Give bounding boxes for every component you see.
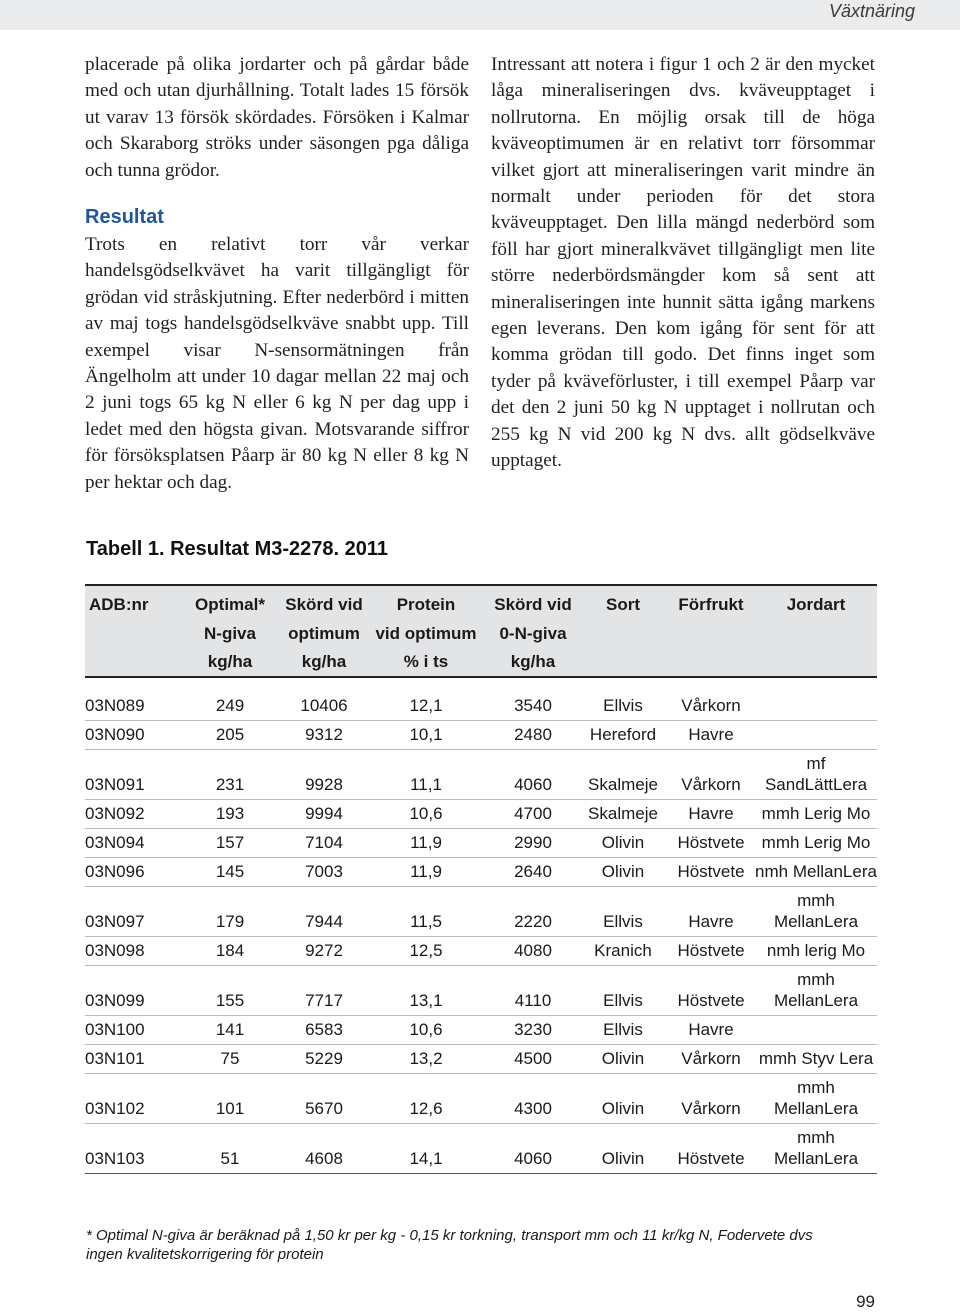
table-spacer bbox=[85, 677, 877, 692]
table-cell: Olivin bbox=[579, 1124, 667, 1174]
table-cell: 9312 bbox=[283, 721, 365, 750]
table-cell bbox=[755, 1016, 877, 1045]
table-cell: 231 bbox=[177, 750, 283, 800]
table-header-cell: kg/ha bbox=[487, 648, 579, 677]
table-row bbox=[85, 800, 877, 829]
table-row bbox=[85, 1016, 877, 1045]
table-cell bbox=[755, 692, 877, 721]
table-cell: 179 bbox=[177, 887, 283, 937]
table-header-cell: ADB:nr bbox=[85, 585, 177, 619]
table-cell: 2640 bbox=[487, 858, 579, 887]
table-cell: 7944 bbox=[283, 887, 365, 937]
table-header-cell: Förfrukt bbox=[667, 585, 755, 619]
table-body bbox=[85, 677, 877, 1174]
table-cell: 7717 bbox=[283, 966, 365, 1016]
table-header-cell bbox=[85, 619, 177, 648]
table-cell: 10,1 bbox=[365, 721, 487, 750]
table-cell: 03N101 bbox=[85, 1045, 177, 1074]
table-cell: 157 bbox=[177, 829, 283, 858]
table-header-cell bbox=[667, 619, 755, 648]
table-cell: 11,9 bbox=[365, 858, 487, 887]
table-cell: 9928 bbox=[283, 750, 365, 800]
table-header-row bbox=[85, 619, 877, 648]
table-cell: 12,6 bbox=[365, 1074, 487, 1124]
table-row bbox=[85, 1074, 877, 1124]
table-cell: 2990 bbox=[487, 829, 579, 858]
table-cell: Havre bbox=[667, 800, 755, 829]
table-cell: Havre bbox=[667, 721, 755, 750]
table-cell: Kranich bbox=[579, 937, 667, 966]
table-header-cell bbox=[579, 619, 667, 648]
table-cell: Skalmeje bbox=[579, 750, 667, 800]
left-column bbox=[85, 52, 469, 496]
table-header-cell bbox=[85, 648, 177, 677]
table-cell: 3540 bbox=[487, 692, 579, 721]
table-header-cell: N-giva bbox=[177, 619, 283, 648]
table-cell: 03N098 bbox=[85, 937, 177, 966]
table-cell: 03N096 bbox=[85, 858, 177, 887]
table-header-cell: % i ts bbox=[365, 648, 487, 677]
table-header-cell: Jordart bbox=[755, 585, 877, 619]
table-cell: 4110 bbox=[487, 966, 579, 1016]
table-cell: 13,2 bbox=[365, 1045, 487, 1074]
table-header-row bbox=[85, 585, 877, 619]
table-cell: 10,6 bbox=[365, 800, 487, 829]
table-cell: 03N099 bbox=[85, 966, 177, 1016]
table-row bbox=[85, 937, 877, 966]
table-cell: 03N100 bbox=[85, 1016, 177, 1045]
table-row bbox=[85, 750, 877, 800]
table-header-cell: Skörd vid bbox=[283, 585, 365, 619]
table-cell: Höstvete bbox=[667, 829, 755, 858]
intro-paragraph: placerade på olika jordarter och på gårdar både med och utan djurhållning. Totalt lades 15 försök ut varav 13 försök skördades. Försöken i Kalmar och Skaraborg ströks under säsongen pga dåliga och tunna grödor. bbox=[85, 54, 469, 181]
table-cell: 5670 bbox=[283, 1074, 365, 1124]
table-cell: Vårkorn bbox=[667, 692, 755, 721]
table-footnote: * Optimal N-giva är beräknad på 1,50 kr per kg - 0,15 kr torkning, transport mm och 11 kr/kg N, Fodervete dvs ingen kvalitetskorrigering för protein bbox=[86, 1227, 813, 1263]
table-cell: 184 bbox=[177, 937, 283, 966]
table-cell: Skalmeje bbox=[579, 800, 667, 829]
table-header-cell: optimum bbox=[283, 619, 365, 648]
table-cell: 03N090 bbox=[85, 721, 177, 750]
table-cell: 51 bbox=[177, 1124, 283, 1174]
table-cell: 12,1 bbox=[365, 692, 487, 721]
table-cell: 03N094 bbox=[85, 829, 177, 858]
table-cell: 03N102 bbox=[85, 1074, 177, 1124]
table-cell: mmh Styv Lera bbox=[755, 1045, 877, 1074]
table-cell: 5229 bbox=[283, 1045, 365, 1074]
table-cell: 141 bbox=[177, 1016, 283, 1045]
table-cell: 249 bbox=[177, 692, 283, 721]
table-cell: Ellvis bbox=[579, 887, 667, 937]
table-cell: Havre bbox=[667, 887, 755, 937]
results-table bbox=[85, 584, 877, 1174]
table-cell: 2480 bbox=[487, 721, 579, 750]
results-table-wrapper bbox=[85, 584, 877, 1174]
table-header-cell bbox=[755, 619, 877, 648]
table-row bbox=[85, 1124, 877, 1174]
table-cell: 12,5 bbox=[365, 937, 487, 966]
table-cell: Höstvete bbox=[667, 966, 755, 1016]
table-cell: Vårkorn bbox=[667, 1045, 755, 1074]
table-cell: mmh MellanLera bbox=[755, 966, 877, 1016]
table-header-cell: kg/ha bbox=[177, 648, 283, 677]
table-cell: 4060 bbox=[487, 750, 579, 800]
table-cell: Olivin bbox=[579, 1045, 667, 1074]
table-cell: 4080 bbox=[487, 937, 579, 966]
table-cell: Höstvete bbox=[667, 858, 755, 887]
table-cell: 4500 bbox=[487, 1045, 579, 1074]
table-cell: 11,9 bbox=[365, 829, 487, 858]
table-header-cell bbox=[579, 648, 667, 677]
table-cell: 10406 bbox=[283, 692, 365, 721]
table-cell: mmh Lerig Mo bbox=[755, 800, 877, 829]
table-cell: 11,5 bbox=[365, 887, 487, 937]
table-header-cell bbox=[667, 648, 755, 677]
table-row bbox=[85, 966, 877, 1016]
table-cell bbox=[755, 721, 877, 750]
results-paragraph: Trots en relativt torr vår verkar handelsgödselkvävet ha varit tillgängligt för grödan vid stråskjutning. Efter nederbörd i mitten av maj togs handelsgödselkväve snabbt upp. Till exempel visar N-sensormätningen från Ängelholm att under 10 dagar mellan 22 maj och 2 juni togs 65 kg N eller 6 kg N per dag upp i ledet med den högsta givan. Motsvarande siffror för försöksplatsen Påarp är 80 kg N eller 8 kg N per hektar och dag. bbox=[85, 234, 469, 493]
table-cell: 4060 bbox=[487, 1124, 579, 1174]
table-cell: 155 bbox=[177, 966, 283, 1016]
table-cell: Olivin bbox=[579, 829, 667, 858]
table-cell: 4300 bbox=[487, 1074, 579, 1124]
table-header-cell: 0-N-giva bbox=[487, 619, 579, 648]
table-cell: 75 bbox=[177, 1045, 283, 1074]
table-header-row bbox=[85, 648, 877, 677]
table-cell: mmh MellanLera bbox=[755, 1124, 877, 1174]
table-cell: Ellvis bbox=[579, 692, 667, 721]
table-header-cell: Sort bbox=[579, 585, 667, 619]
table-cell: Hereford bbox=[579, 721, 667, 750]
table-row bbox=[85, 692, 877, 721]
table-cell: 10,6 bbox=[365, 1016, 487, 1045]
table-cell: Höstvete bbox=[667, 937, 755, 966]
table-cell: 03N092 bbox=[85, 800, 177, 829]
table-cell: 9994 bbox=[283, 800, 365, 829]
table-cell: Olivin bbox=[579, 1074, 667, 1124]
table-cell: Höstvete bbox=[667, 1124, 755, 1174]
table-row bbox=[85, 858, 877, 887]
table-cell: mf SandLättLera bbox=[755, 750, 877, 800]
table-cell: 2220 bbox=[487, 887, 579, 937]
table-title: Tabell 1. Resultat M3-2278. 2011 bbox=[86, 538, 389, 560]
table-cell: mmh MellanLera bbox=[755, 1074, 877, 1124]
table-cell: 3230 bbox=[487, 1016, 579, 1045]
table-cell: mmh MellanLera bbox=[755, 887, 877, 937]
table-header-cell: kg/ha bbox=[283, 648, 365, 677]
right-paragraph: Intressant att notera i figur 1 och 2 är den mycket låga mineraliseringen dvs. kväveupptaget i nollrutorna. En möjlig orsak till de höga kväveoptimumen är en relativt torr försommar vilket gjort att mineraliseringen varit mindre än normalt under perioden för det stora kväveupptaget. Den lilla mängd nederbörd som föll har gjort mineralkvävet tillgängligt men lite större nederbördsmängder kom så sent att mineraliseringen inte hunnit sätta igång markens egen leverans. Den kom igång för sent för att komma grödan till godo. Det finns inget som tyder på kväveförluster, i till exempel Påarp var det den 2 juni 50 kg N upptaget i nollrutan och 255 kg N vid 200 kg N dvs. allt gödselkväve upptaget. bbox=[491, 54, 875, 472]
right-column bbox=[491, 52, 875, 475]
table-cell: Ellvis bbox=[579, 966, 667, 1016]
table-cell: nmh lerig Mo bbox=[755, 937, 877, 966]
table-cell: 7104 bbox=[283, 829, 365, 858]
table-header-cell: Optimal* bbox=[177, 585, 283, 619]
table-row bbox=[85, 721, 877, 750]
table-cell: nmh MellanLera bbox=[755, 858, 877, 887]
table-cell: 7003 bbox=[283, 858, 365, 887]
table-cell: 205 bbox=[177, 721, 283, 750]
table-header-cell: Protein bbox=[365, 585, 487, 619]
table-cell: 101 bbox=[177, 1074, 283, 1124]
table-cell: Vårkorn bbox=[667, 1074, 755, 1124]
results-heading: Resultat bbox=[85, 206, 164, 229]
table-cell: 03N089 bbox=[85, 692, 177, 721]
table-cell: Olivin bbox=[579, 858, 667, 887]
section-name: Växtnäring bbox=[828, 1, 915, 21]
table-cell: 4608 bbox=[283, 1124, 365, 1174]
table-cell: 03N091 bbox=[85, 750, 177, 800]
header-bar bbox=[0, 0, 960, 30]
table-cell: 9272 bbox=[283, 937, 365, 966]
table-cell: 11,1 bbox=[365, 750, 487, 800]
table-cell: mmh Lerig Mo bbox=[755, 829, 877, 858]
table-cell: Vårkorn bbox=[667, 750, 755, 800]
table-cell: Ellvis bbox=[579, 1016, 667, 1045]
table-cell: 193 bbox=[177, 800, 283, 829]
table-cell: 145 bbox=[177, 858, 283, 887]
page-number: 99 bbox=[856, 1292, 875, 1311]
table-row bbox=[85, 1045, 877, 1074]
table-header-cell: vid optimum bbox=[365, 619, 487, 648]
table-cell: Havre bbox=[667, 1016, 755, 1045]
table-row bbox=[85, 829, 877, 858]
table-cell: 4700 bbox=[487, 800, 579, 829]
table-header bbox=[85, 585, 877, 677]
table-cell: 14,1 bbox=[365, 1124, 487, 1174]
table-cell: 6583 bbox=[283, 1016, 365, 1045]
table-header-cell bbox=[755, 648, 877, 677]
table-cell: 03N103 bbox=[85, 1124, 177, 1174]
table-cell: 03N097 bbox=[85, 887, 177, 937]
table-header-cell: Skörd vid bbox=[487, 585, 579, 619]
table-cell: 13,1 bbox=[365, 966, 487, 1016]
table-row bbox=[85, 887, 877, 937]
